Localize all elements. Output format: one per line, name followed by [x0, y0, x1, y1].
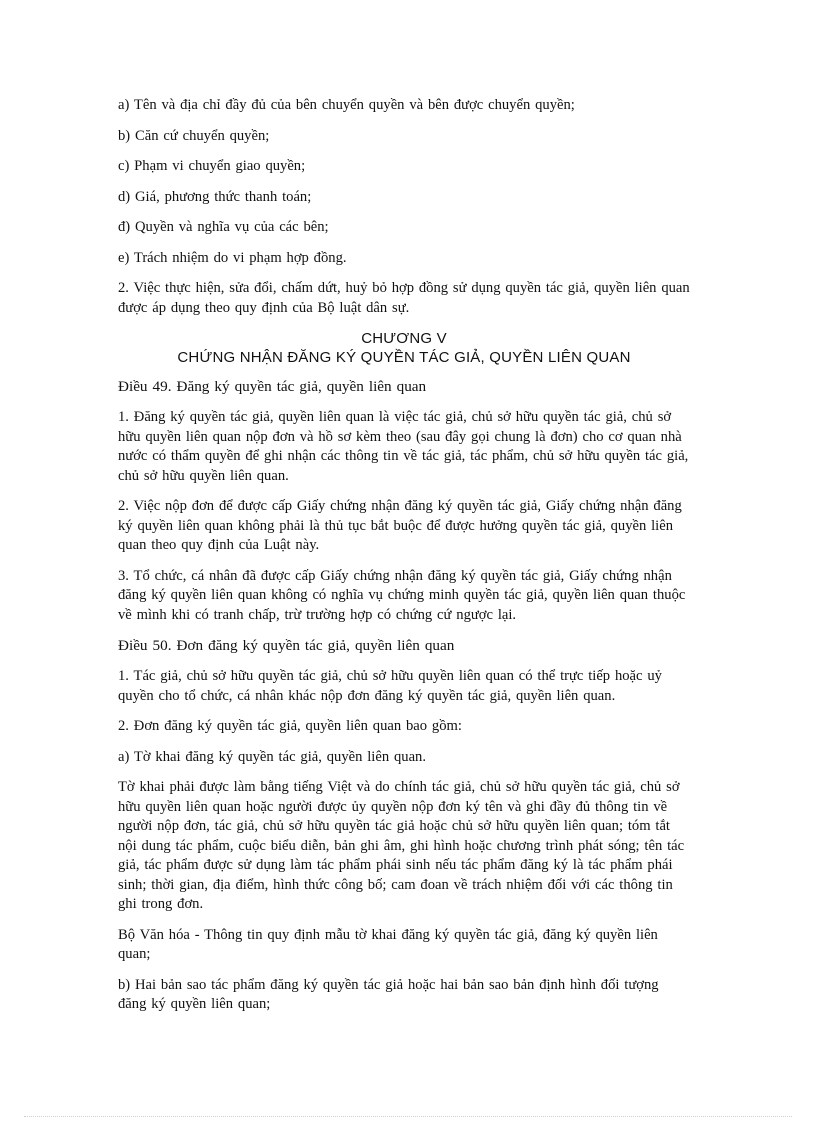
paragraph-item-b: b) Căn cứ chuyển quyền;	[118, 127, 270, 144]
article-50-declaration: Tờ khai phải được làm bằng tiếng Việt và do chính tác giả, chủ sở hữu quyền tác giả, chủ sở hữu quyền liên quan hoặc người được ủy quyền nộp đơn ký tên và ghi đầy đủ thông tin về người nộp đơn, tác giả, chủ sở hữu quyền tác giả hoặc chủ sở hữu quyền liên quan; tóm tắt nội dung tác phẩm, cuộc biểu diễn, bản ghi âm, ghi hình hoặc chương trình phát sóng; tên tác giả, tác phẩm được sử dụng làm tác phẩm phái sinh nếu tác phẩm đăng ký là tác phẩm phái sinh; thời gian, địa điểm, hình thức công bố; cam đoan về trách nhiệm đối với các thông tin ghi trong đơn.	[118, 779, 685, 912]
chapter-title: CHỨNG NHẬN ĐĂNG KÝ QUYỀN TÁC GIẢ, QUYỀN LIÊN QUAN	[177, 349, 631, 366]
article-49-clause-2: 2. Việc nộp đơn để được cấp Giấy chứng nhận đăng ký quyền tác giả, Giấy chứng nhận đăng ký quyền liên quan không phải là thủ tục bắt buộc để được hưởng quyền tác giả, quyền liên quan theo quy định của Luật này.	[118, 498, 682, 553]
article-49-clause-1: 1. Đăng ký quyền tác giả, quyền liên quan là việc tác giả, chủ sở hữu quyền tác giả, chủ sở hữu quyền liên quan nộp đơn và hồ sơ kèm theo (sau đây gọi chung là đơn) cho cơ quan nhà nước có thẩm quyền để ghi nhận các thông tin về tác giả, tác phẩm, chủ sở hữu quyền tác giả, chủ sở hữu quyền liên quan.	[118, 409, 689, 484]
paragraph-item-c: c) Phạm vi chuyển giao quyền;	[118, 158, 306, 174]
paragraph-item-d: d) Giá, phương thức thanh toán;	[118, 188, 312, 205]
article-50-item-b: b) Hai bản sao tác phẩm đăng ký quyền tác giả hoặc hai bản sao bản định hình đối tượng đăng ký quyền liên quan;	[118, 976, 659, 1012]
paragraph-item-dd: đ) Quyền và nghĩa vụ của các bên;	[118, 219, 329, 235]
document-page	[118, 96, 690, 1026]
article-50-ministry-note: Bộ Văn hóa - Thông tin quy định mẫu tờ khai đăng ký quyền tác giả, đăng ký quyền liên quan;	[118, 926, 658, 962]
article-49-clause-3: 3. Tổ chức, cá nhân đã được cấp Giấy chứng nhận đăng ký quyền tác giả, Giấy chứng nhận đăng ký quyền liên quan không có nghĩa vụ chứng minh quyền tác giả, quyền liên quan thuộc về mình khi có tranh chấp, trừ trường hợp có chứng cứ ngược lại.	[118, 567, 686, 623]
article-49-heading: Điều 49. Đăng ký quyền tác giả, quyền liên quan	[118, 378, 427, 395]
paragraph-clause-2: 2. Việc thực hiện, sửa đổi, chấm dứt, huỷ bỏ hợp đồng sử dụng quyền tác giả, quyền liên quan được áp dụng theo quy định của Bộ luật dân sự.	[118, 280, 690, 316]
paragraph-item-e: e) Trách nhiệm do vi phạm hợp đồng.	[118, 249, 347, 266]
article-50-item-a: a) Tờ khai đăng ký quyền tác giả, quyền liên quan.	[118, 748, 426, 765]
paragraph-item-a: a) Tên và địa chỉ đầy đủ của bên chuyển quyền và bên được chuyển quyền;	[118, 97, 575, 113]
article-50-heading: Điều 50. Đơn đăng ký quyền tác giả, quyền liên quan	[118, 637, 455, 654]
chapter-heading	[118, 329, 690, 367]
chapter-number: CHƯƠNG V	[361, 330, 447, 347]
article-50-clause-1: 1. Tác giả, chủ sở hữu quyền tác giả, chủ sở hữu quyền liên quan có thể trực tiếp hoặc uỷ quyền cho tổ chức, cá nhân khác nộp đơn đăng ký quyền tác giả, quyền liên quan.	[118, 668, 662, 704]
page-bottom-divider	[24, 1116, 792, 1117]
article-50-clause-2: 2. Đơn đăng ký quyền tác giả, quyền liên quan bao gồm:	[118, 718, 462, 734]
